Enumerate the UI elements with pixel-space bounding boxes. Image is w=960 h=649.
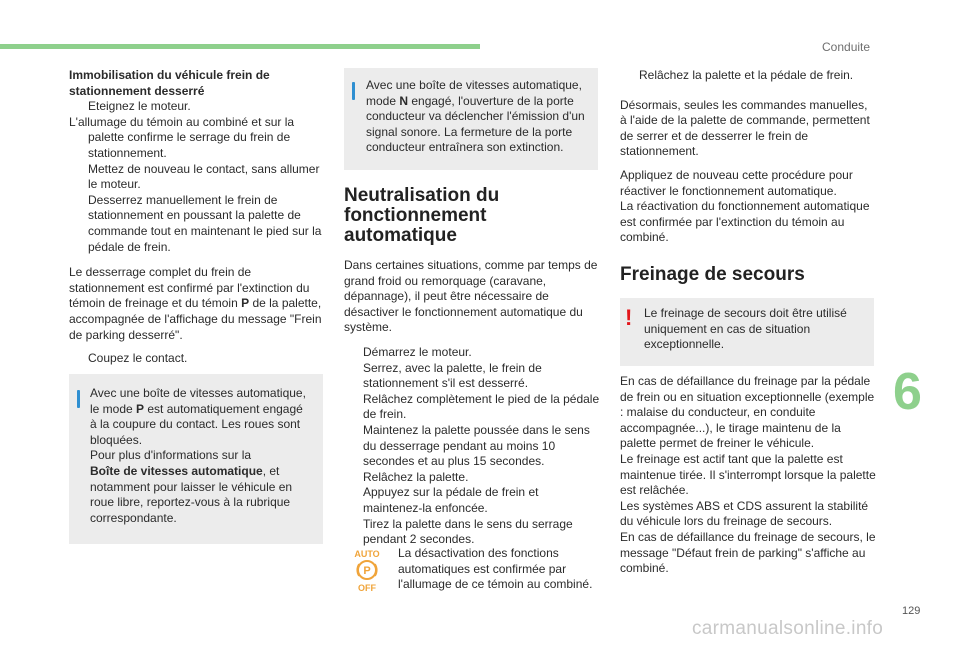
paragraph: L'allumage du témoin au combiné et sur la palette confirme le serrage du frein de stationnement. — [69, 114, 295, 160]
heading-immobilisation: Immobilisation du véhicule frein de stationnement desserré — [69, 68, 270, 98]
paragraph-desserrage: Le desserrage complet du frein de stationnement est confirmé par l'extinction du témoin de freinage et du témoin P de la palette, accompagnée de l'affichage du message "Frein de parking desserré". — [69, 265, 322, 342]
warning-icon: ! — [625, 305, 633, 330]
list-item: Démarrez le moteur. — [363, 344, 472, 359]
list-item: Serrez, avec la palette, le frein de stationnement s'il est desserré. — [363, 360, 542, 391]
chapter-number: 6 — [893, 363, 922, 421]
list-item: Maintenez la palette poussée dans le sens du desserrage pendant au moins 10 secondes et au plus 15 secondes. — [363, 422, 590, 469]
paragraph-reactivation: La réactivation du fonctionnement automatique est confirmée par l'extinction du témoin au combiné. — [620, 199, 870, 245]
paragraph: Les systèmes ABS et CDS assurent la stabilité du véhicule lors du freinage de secours. — [620, 498, 869, 529]
icon-caption: La désactivation des fonctions automatiques est confirmée par l'allumage de ce témoin au combiné. — [398, 546, 593, 592]
info-icon — [352, 82, 355, 100]
warning-text: Le freinage de secours doit être utilisé uniquement en cas de situation exceptionnelle. — [644, 306, 847, 352]
column-2 — [344, 186, 600, 548]
list-item: Desserrez manuellement le frein de stationnement en poussant la palette de commande tout en maintenant le pied sur la pédale de frein. — [88, 192, 322, 254]
column-3-bottom — [620, 374, 876, 577]
info-box-neutral — [344, 68, 598, 170]
paragraph: En cas de défaillance du freinage par la pédale de frein ou en situation exceptionnelle (exemple : malaise du conducteur, en conduite accompagnée...), le tirage maintenu de la palette permet de freiner le véhicule. — [620, 374, 875, 451]
list-item: Relâchez la palette et la pédale de frein. — [639, 68, 854, 82]
section-title: Conduite — [822, 40, 871, 54]
list-item: Appuyez sur la pédale de frein et maintenez-la enfoncée. — [363, 485, 539, 515]
page-number: 129 — [902, 605, 921, 617]
column-1 — [69, 68, 325, 367]
heading-freinage-secours: Freinage de secours — [620, 264, 805, 285]
list-item: Relâchez la palette. — [363, 469, 469, 484]
heading-neutralisation: Neutralisation du fonctionnement automatique — [344, 185, 500, 246]
paragraph: En cas de défaillance du freinage de secours, le message "Défaut frein de parking" s'affiche au combiné. — [620, 529, 876, 576]
list-item: Tirez la palette dans le sens du serrage pendant 2 secondes. — [363, 516, 573, 547]
paragraph-desormais: Désormais, seules les commandes manuelles, à l'aide de la palette de commande, permettent de serrer et de desserrer le frein de stationnement. — [620, 97, 870, 159]
svg-text:OFF: OFF — [358, 583, 376, 592]
list-item: Eteignez le moteur. — [88, 99, 191, 114]
svg-text:P: P — [363, 565, 371, 577]
info-text: Avec une boîte de vitesses automatique, mode N engagé, l'ouverture de la porte conducteur va déclencher l'émission d'un signal sonore. La fermeture de la porte conducteur entraînera son extinction. — [366, 78, 585, 155]
warning-box — [620, 298, 874, 366]
paragraph-intro: Dans certaines situations, comme par temps de grand froid ou remorquage (caravane, dépannage), il peut être nécessaire de désactiver le fonctionnement automatique du système. — [344, 258, 598, 335]
list-item: Relâchez complètement le pied de la pédale de frein. — [363, 391, 600, 422]
list-item: Mettez de nouveau le contact, sans allumer le moteur. — [88, 161, 320, 192]
list-item: Coupez le contact. — [88, 351, 188, 366]
info-text: Avec une boîte de vitesses automatique, le mode P est automatiquement engagé à la coupure du contact. Les roues sont bloquées. Pour plus d'informations sur la Boîte de vitesses automatique, et notamment pour laisser le véhicule en roue libre, reportez-vous à la rubrique correspondante. — [90, 386, 306, 525]
info-box-automatic — [69, 374, 323, 544]
info-icon — [77, 390, 80, 408]
svg-text:AUTO: AUTO — [354, 549, 380, 559]
chapter-color-bar — [0, 44, 480, 49]
auto-p-off-icon — [350, 548, 384, 592]
column-3 — [620, 68, 876, 246]
watermark: carmanualsonline.info — [692, 618, 884, 639]
paragraph: Le freinage est actif tant que la palette est maintenue tirée. Il s'interrompt lorsque la palette est relâchée. — [620, 451, 876, 498]
paragraph-appuyez: Appliquez de nouveau cette procédure pour réactiver le fonctionnement automatique. — [620, 167, 853, 198]
